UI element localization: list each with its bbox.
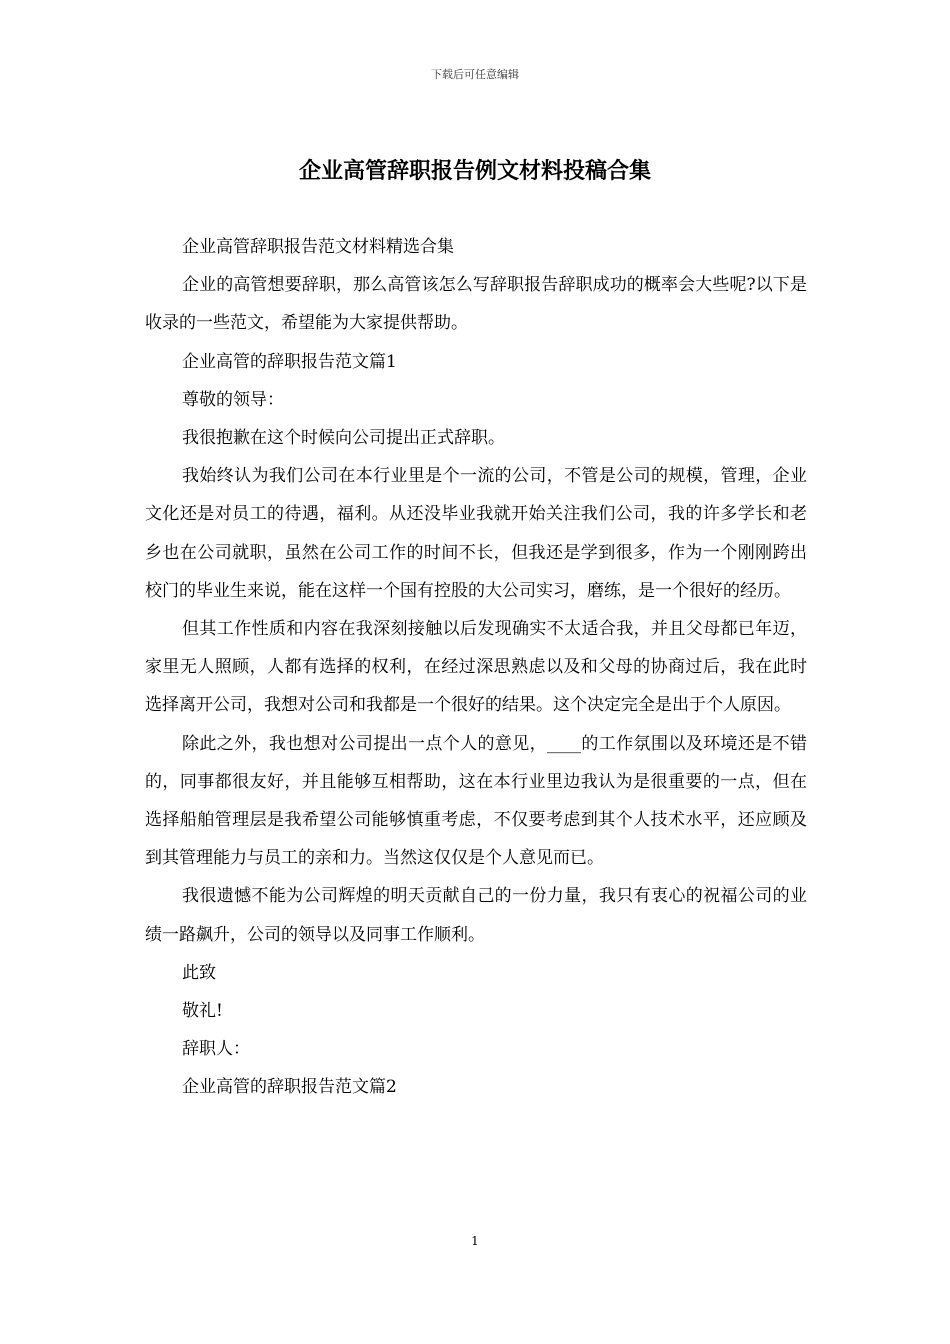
body-paragraph: 我始终认为我们公司在本行业里是个一流的公司，不管是公司的规模，管理，企业文化还是对员工的待遇，福利。从还没毕业我就开始关注我们公司，我的许多学长和老乡也在公司就职，虽然在公司工作的时间不长，但我还是学到很多，作为一个刚刚跨出校门的毕业生来说，能在这样一个国有控股的大公司实习，磨练，是一个很好的经历。 — [145, 466, 807, 601]
body-paragraph: 但其工作性质和内容在我深刻接触以后发现确实不太适合我，并且父母都已年迈，家里无人照顾，人都有选择的权利，在经过深思熟虑以及和父母的协商过后，我在此时选择离开公司，我想对公司和我都是一个很好的结果。这个决定完全是出于个人原因。 — [145, 619, 807, 716]
closing-line: 敬礼! — [182, 1001, 223, 1022]
body-paragraph: 除此之外，我也想对公司提出一点个人的意见，____的工作氛围以及环境还是不错的，同事都很友好，并且能够互相帮助，这在本行业里边我认为是很重要的一点，但在选择船舶管理层是我希望公司能够慎重考虑，不仅要考虑到其个人技术水平，还应顾及到其管理能力与员工的亲和力。当然这仅仅是个人意见而已。 — [145, 733, 807, 869]
closing-line: 此致 — [182, 962, 216, 983]
header-note: 下载后可任意编辑 — [431, 68, 519, 81]
document-body — [145, 228, 807, 1107]
page-number: 1 — [471, 1234, 479, 1248]
section-heading-1: 企业高管的辞职报告范文篇1 — [182, 351, 397, 372]
section-heading-2: 企业高管的辞职报告范文篇2 — [182, 1077, 397, 1098]
salutation: 尊敬的领导： — [182, 389, 284, 410]
intro-paragraph: 企业的高管想要辞职，那么高管该怎么写辞职报告辞职成功的概率会大些呢?以下是收录的一些范文，希望能为大家提供帮助。 — [145, 275, 807, 334]
signature-line: 辞职人： — [182, 1039, 250, 1060]
document-title: 企业高管辞职报告例文材料投稿合集 — [298, 158, 651, 184]
body-paragraph: 我很遗憾不能为公司辉煌的明天贡献自己的一份力量，我只有衷心的祝福公司的业绩一路飙升，公司的领导以及同事工作顺利。 — [145, 886, 807, 945]
body-paragraph: 我很抱歉在这个时候向公司提出正式辞职。 — [182, 428, 505, 449]
subtitle-paragraph: 企业高管辞职报告范文材料精选合集 — [182, 237, 454, 257]
